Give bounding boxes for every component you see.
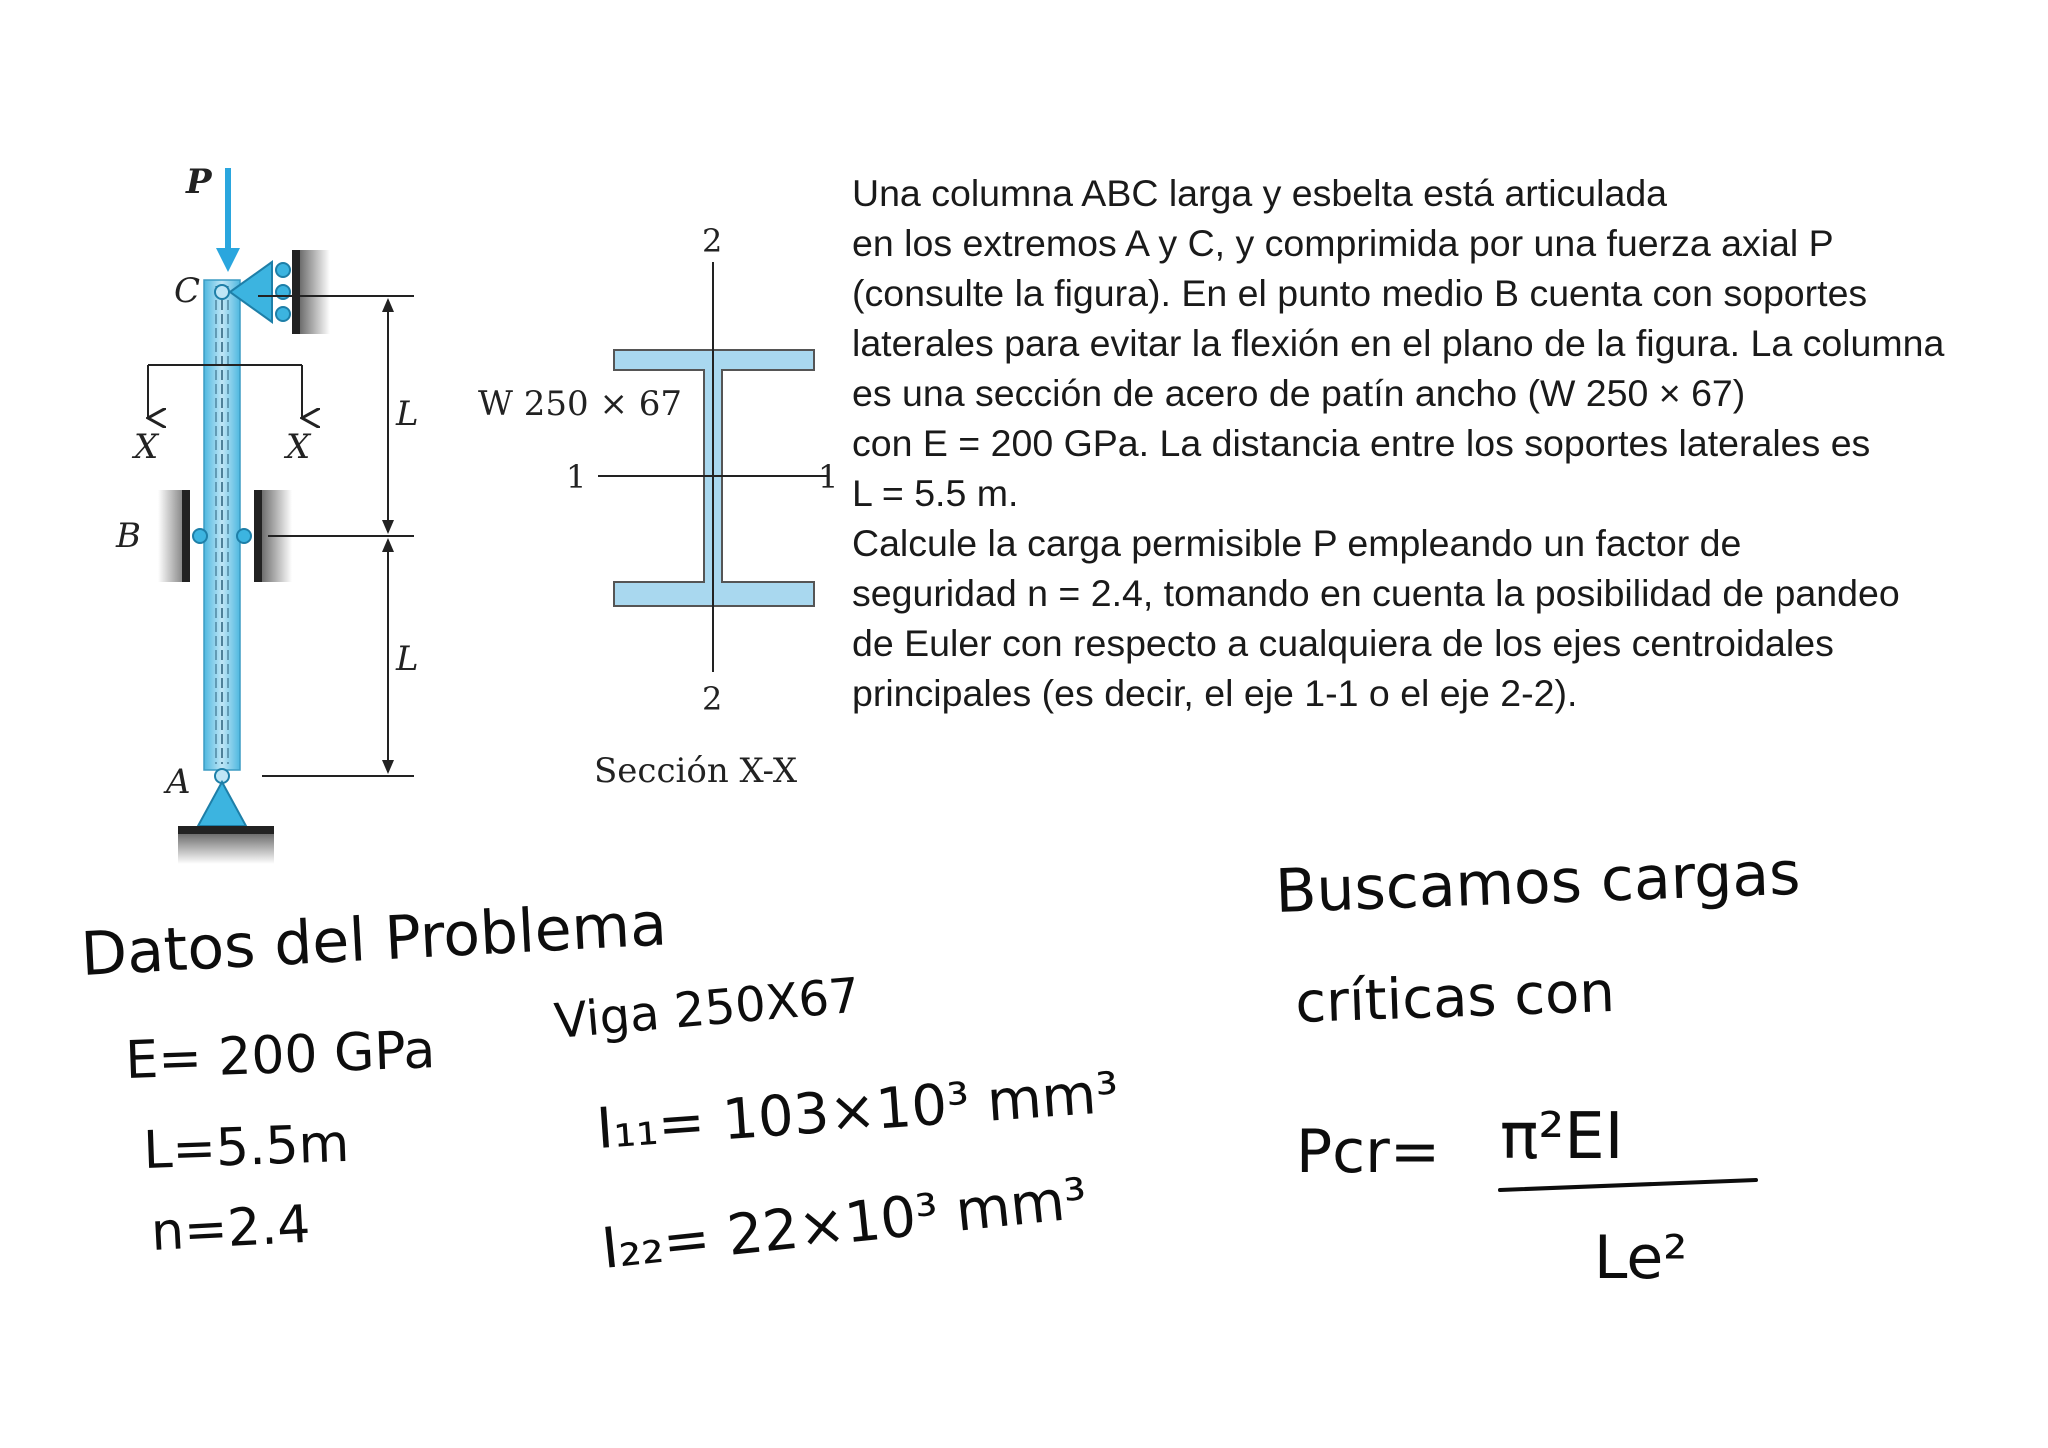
label-span-lower: L [396, 639, 419, 679]
search-line-2: críticas con [1294, 959, 1616, 1036]
data-length: L=5.5m [142, 1113, 351, 1181]
search-line-1: Buscamos cargas [1274, 838, 1802, 927]
problem-line: Calcule la carga permisible P empleando un factor de [852, 522, 1742, 564]
column-figure [115, 162, 419, 864]
label-section-left: X [134, 427, 159, 467]
label-axis2-bottom: 2 [702, 680, 723, 718]
label-top: C [174, 271, 201, 311]
formula-numerator: π²EI [1500, 1100, 1624, 1174]
handwritten-notes [79, 839, 1801, 1293]
section-designation: W 250 × 67 [478, 384, 683, 424]
label-section-right: X [286, 427, 311, 467]
problem-line: Una columna ABC larga y esbelta está articulada [852, 172, 1668, 214]
notes-heading: Datos del Problema [79, 889, 669, 990]
label-axis1-left: 1 [566, 458, 587, 496]
problem-statement [852, 168, 2002, 718]
formula-fraction-bar [1500, 1180, 1756, 1190]
moment-inertia-22: I₂₂= 22×10³ mm³ [598, 1166, 1091, 1282]
section-caption: Sección X-X [594, 751, 798, 791]
label-mid: B [116, 516, 141, 556]
formula-lhs: Pcr= [1296, 1117, 1441, 1187]
pin-c-icon [215, 285, 229, 299]
moment-inertia-11: I₁₁= 103×10³ mm³ [594, 1060, 1121, 1162]
problem-line: de Euler con respecto a cualquiera de los ejes centroidales [852, 622, 1834, 664]
label-axis2-top: 2 [702, 222, 723, 260]
problem-line: seguridad n = 2.4, tomando en cuenta la posibilidad de pandeo [852, 572, 1900, 614]
label-load: P [186, 162, 212, 202]
label-axis1-right: 1 [818, 458, 839, 496]
problem-line: (consulte la figura). En el punto medio B cuenta con soportes [852, 272, 1868, 314]
load-arrow-icon [216, 168, 240, 272]
label-span-upper: L [396, 394, 419, 434]
problem-line: en los extremos A y C, y comprimida por una fuerza axial P [852, 222, 1834, 264]
dimension-lines [258, 296, 414, 776]
label-bottom: A [166, 762, 191, 802]
problem-line: laterales para evitar la flexión en el plano de la figura. La columna [852, 322, 1945, 364]
problem-line: con E = 200 GPa. La distancia entre los soportes laterales es [852, 422, 1871, 464]
data-elastic-modulus: E= 200 GPa [124, 1020, 437, 1091]
pin-support-icon [178, 769, 274, 864]
cross-section-figure [478, 222, 838, 791]
data-safety-factor: n=2.4 [149, 1194, 312, 1263]
roller-support-icon [230, 250, 330, 334]
formula-denominator: Le² [1594, 1223, 1688, 1293]
problem-line: L = 5.5 m. [852, 472, 1019, 514]
problem-line: es una sección de acero de patín ancho (W 250 × 67) [852, 372, 1746, 414]
beam-designation: Viga 250X67 [552, 967, 862, 1050]
problem-line: principales (es decir, el eje 1-1 o el eje 2-2). [852, 672, 1578, 714]
